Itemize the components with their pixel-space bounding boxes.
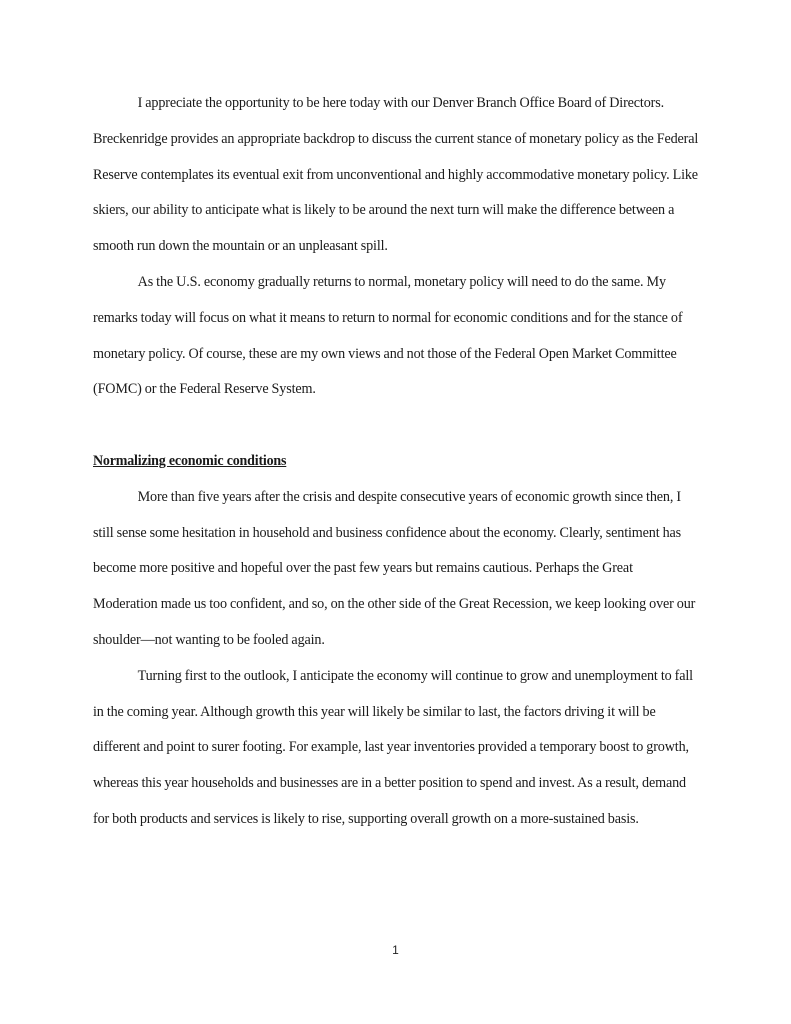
paragraph-opening: I appreciate the opportunity to be here today with our Denver Branch Office Board of Directors. Breckenridge provides an appropriate backdrop to discuss the current stance of monetary policy as the Federal Reserve contemplates its eventual exit from unconventional and highly accommodative monetary policy. Like skiers, our ability to anticipate what is likely to be around the next turn will make the difference between a smooth run down the mountain or an unpleasant spill. bbox=[93, 95, 699, 255]
page-number: 1 bbox=[392, 943, 399, 957]
body-text bbox=[93, 86, 701, 838]
paragraph-return-to-normal: As the U.S. economy gradually returns to normal, monetary policy will need to do the same. My remarks today will focus on what it means to return to normal for economic conditions and for the stance of monetary policy. Of course, these are my own views and not those of the Federal Open Market Committee (FOMC) or the Federal Reserve System. bbox=[93, 273, 683, 398]
paragraph-outlook: Turning first to the outlook, I anticipate the economy will continue to grow and unemployment to fall in the coming year. Although growth this year will likely be similar to last, the factors driving it will be different and point to surer footing. For example, last year inventories provided a temporary boost to growth, whereas this year households and businesses are in a better position to spend and invest. As a result, demand for both products and services is likely to rise, supporting overall growth on a more-sustained basis. bbox=[93, 667, 693, 827]
section-heading: Normalizing economic conditions bbox=[93, 452, 287, 469]
paragraph-confidence: More than five years after the crisis and despite consecutive years of economic growth since then, I still sense some hesitation in household and business confidence about the economy. Clearly, sentiment has become more positive and hopeful over the past few years but remains cautious. Perhaps the Great Moderation made us too confident, and so, on the other side of the Great Recession, we keep looking over our shoulder—not wanting to be fooled again. bbox=[93, 488, 696, 648]
